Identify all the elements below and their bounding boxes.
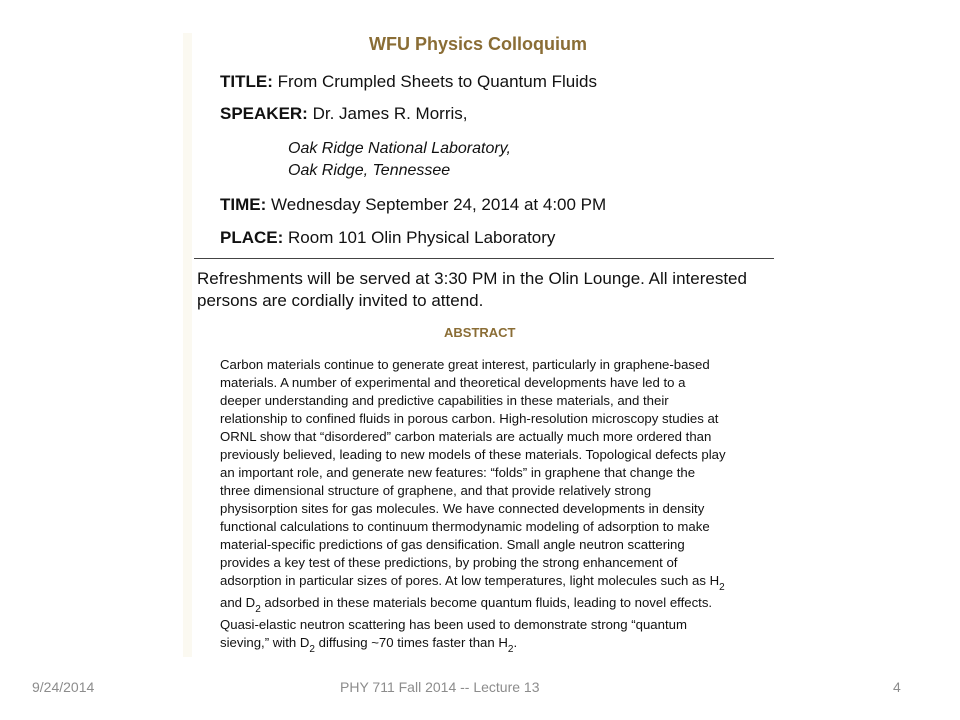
title-value: From Crumpled Sheets to Quantum Fluids [272,72,597,91]
abstract-line [220,572,780,594]
refreshments-note: Refreshments will be served at 3:30 PM in the Olin Lounge. All interested persons are cordially invited to attend. [197,269,747,310]
section-divider [194,258,774,259]
speaker-field [220,104,467,124]
place-value: Room 101 Olin Physical Laboratory [283,228,556,247]
abstract-text: adsorbed in these materials become quantum fluids, leading to novel effects. [260,595,713,610]
abstract-line: three dimensional structure of graphene, and that provide relatively strong [220,483,652,498]
title-label: TITLE: [220,72,273,91]
place-field [220,228,555,248]
title-field [220,72,597,92]
abstract-line: relationship to confined fluids in porous carbon. High-resolution microscopy studies at [220,411,719,426]
abstract-line: physisorption sites for gas molecules. We have connected developments in density [220,501,705,516]
time-value: Wednesday September 24, 2014 at 4:00 PM [266,195,607,214]
colloquium-heading: WFU Physics Colloquium [369,34,588,54]
abstract-line: Quasi-elastic neutron scattering has been used to demonstrate strong “quantum [220,617,687,632]
abstract-text: and D [220,595,256,610]
abstract-line: functional calculations to continuum thermodynamic modeling of adsorption to make [220,519,710,534]
abstract-line: Carbon materials continue to generate great interest, particularly in graphene-based [220,357,710,372]
speaker-value: Dr. James R. Morris, [307,104,468,123]
footer-course: PHY 711 Fall 2014 -- Lecture 13 [340,679,540,695]
abstract-line: an important role, and generate new features: “folds” in graphene that change the [220,465,696,480]
affiliation-line-2: Oak Ridge, Tennessee [288,162,451,179]
subscript: 2 [507,644,514,655]
footer-date: 9/24/2014 [32,679,95,695]
abstract-body [220,356,780,655]
abstract-line: materials. A number of experimental and theoretical developments have led to a [220,375,686,390]
footer-page-number: 4 [893,679,901,695]
abstract-line [220,594,780,616]
abstract-line: deeper understanding and predictive capabilities in these materials, and their [220,393,669,408]
abstract-line [220,634,780,655]
abstract-text: . [513,635,518,650]
abstract-line: material-specific predictions of gas densification. Small angle neutron scattering [220,537,685,552]
abstract-line: previously believed, leading to new models of these materials. Topological defects play [220,447,726,462]
speaker-label: SPEAKER: [220,104,308,123]
abstract-line: ORNL show that “disordered” carbon materials are actually much more ordered than [220,429,712,444]
abstract-text: diffusing ~70 times faster than H [314,635,508,650]
abstract-text: adsorption in particular sizes of pores. At low temperatures, light molecules such as H [220,573,720,588]
affiliation-line-1: Oak Ridge National Laboratory, [288,140,511,157]
place-label: PLACE: [220,228,284,247]
subscript: 2 [719,582,725,593]
abstract-line: provides a key test of these predictions, by probing the strong enhancement of [220,555,678,570]
abstract-text: sieving,” with D [220,635,310,650]
abstract-heading: ABSTRACT [444,325,516,340]
subscript: 2 [309,644,315,655]
left-margin-bar [183,33,192,657]
time-label: TIME: [220,195,267,214]
subscript: 2 [255,604,261,615]
time-field [220,195,606,215]
